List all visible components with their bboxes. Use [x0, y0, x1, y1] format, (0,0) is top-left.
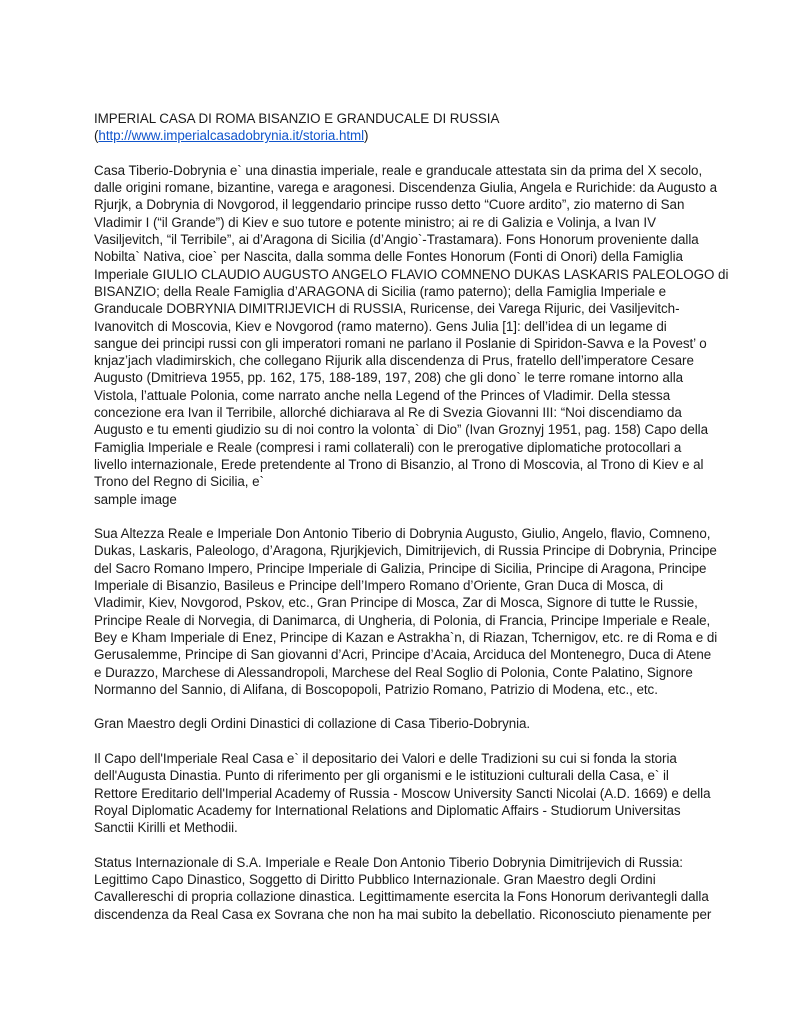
text-line: Sua Altezza Reale e Imperiale Don Antonio Tiberio di Dobrynia Augusto, Giulio, Angelo, flavio, Comneno, [94, 526, 711, 542]
text-line: dell'Augusta Dinastia. Punto di riferimento per gli organismi e le istituzioni culturali della Casa, e` il [94, 768, 669, 784]
text-line: sample image [94, 491, 177, 507]
text-line: discendenza da Real Casa ex Sovrana che non ha mai subito la debellatio. Riconosciuto pienamente per [94, 906, 712, 922]
text-line: sangue dei principi russi con gli imperatori romani ne parlano il Poslanie di Spiridon-Savva e la Povest’ o [94, 335, 707, 351]
text-line: Imperiale GIULIO CLAUDIO AUGUSTO ANGELO FLAVIO COMNENO DUKAS LASKARIS PALEOLOGO di [94, 266, 729, 282]
text-line: Trono del Regno di Sicilia, e` [94, 474, 264, 490]
text-line: Augusto (Dmitrieva 1955, pp. 162, 175, 188-189, 197, 208) che gli dono` le terre romane intorno alla [94, 370, 684, 386]
text-line: Imperiale di Bisanzio, Basileus e Principe dell’Impero Romano d’Oriente, Gran Duca di Mosca, di [94, 578, 664, 594]
text-line: concezione era Ivan il Terribile, allorché dichiarava al Re di Svezia Giovanni III: “Noi discendiamo da [94, 405, 682, 421]
text-line: Vladimir I (“il Grande”) di Kiev e suo tutore e potente ministro; ai re di Galizia e Volinja, a Ivan IV [94, 214, 656, 230]
source-link-line [94, 127, 706, 144]
text-line: e Durazzo, Marchese di Alessandropoli, Marchese del Real Soglio di Polonia, Conte Palatino, Signore [94, 664, 693, 680]
text-line: Status Internazionale di S.A. Imperiale e Reale Don Antonio Tiberio Dobrynia Dimitrijevich di Russia: [94, 854, 683, 870]
paragraph-gap [94, 145, 706, 162]
text-line: del Sacro Romano Impero, Principe Imperiale di Galizia, Principe di Sicilia, Principe di Aragona, Principe [94, 560, 707, 576]
text-line: Vasiljevitch, “il Terribile”, ai d’Aragona di Sicilia (d’Angio`-Trastamara). Fons Honorum proveniente dalla [94, 232, 699, 248]
paragraph [94, 715, 706, 732]
paragraphs-container [94, 162, 729, 923]
text-line: Legittimo Capo Dinastico, Soggetto di Diritto Pubblico Internazionale. Gran Maestro degli Ordini [94, 872, 656, 888]
paragraph-gap [94, 733, 706, 750]
paragraph-gap [94, 836, 706, 853]
text-line: Nobilta` Nativa, cioe` per Nascita, dalla somma delle Fontes Honorum (Fonti di Onori) della Famiglia [94, 249, 683, 265]
paragraph [94, 854, 712, 923]
text-line: Cavallereschi di propria collazione dinastica. Legittimamente esercita la Fons Honorum derivantegli dalla [94, 889, 709, 905]
text-line: Il Capo dell'Imperiale Real Casa e` il depositario dei Valori e delle Tradizioni su cui si fonda la storia [94, 750, 677, 766]
text-line: Casa Tiberio-Dobrynia e` una dinastia imperiale, reale e granducale attestata sin da prima del X secolo, [94, 162, 703, 178]
paragraph [94, 162, 729, 508]
text-line: Normanno del Sannio, di Alifana, di Boscopopoli, Patrizio Romano, Patrizio di Modena, etc., etc. [94, 681, 658, 697]
paragraph-gap [94, 698, 706, 715]
paren-close: ) [364, 128, 369, 144]
source-url-link[interactable]: http://www.imperialcasadobrynia.it/storia.html [98, 128, 365, 144]
text-line: Vistola, l’attuale Polonia, come narrato anche nella Legend of the Princes of Vladimir. Della stessa [94, 387, 671, 403]
paragraph-gap [94, 508, 706, 525]
text-line: Principe Reale di Norvegia, di Danimarca, di Ungheria, di Polonia, di Francia, Principe Imperiale e Reale, [94, 612, 711, 628]
text-line: Gerusalemme, Principe di San giovanni d’Acri, Principe d’Acaia, Arciduca del Montenegro, Duca di Atene [94, 647, 712, 663]
paragraph [94, 525, 718, 698]
text-line: Rettore Ereditario dell'Imperial Academy of Russia - Moscow University Sancti Nicolai (A.D. 1669) e della [94, 785, 711, 801]
text-line: Royal Diplomatic Academy for International Relations and Diplomatic Affairs - Studiorum Universitas [94, 802, 681, 818]
text-line: Dukas, Laskaris, Paleologo, d’Aragona, Rjurjkjevich, Dimitrijevich, di Russia Principe di Dobrynia, Principe [94, 543, 717, 559]
text-line: Sanctii Kirilli et Methodii. [94, 820, 238, 836]
paren-open: ( [94, 128, 99, 144]
text-line: Gran Maestro degli Ordini Dinastici di collazione di Casa Tiberio-Dobrynia. [94, 716, 531, 732]
text-line: Vladimir, Kiev, Novgorod, Pskov, etc., Gran Principe di Mosca, Zar di Mosca, Signore di tutte le Russie, [94, 595, 698, 611]
text-line: BISANZIO; della Reale Famiglia d’ARAGONA di Sicilia (ramo paterno); della Famiglia Imperiale e [94, 283, 667, 299]
document-title: IMPERIAL CASA DI ROMA BISANZIO E GRANDUCALE DI RUSSIA [94, 111, 500, 126]
text-line: Granducale DOBRYNIA DIMITRIJEVICH di RUSSIA, Ruricense, dei Varega Rijuric, dei Vasiljevitch- [94, 301, 680, 317]
text-line: Rjurjk, a Dobrynia di Novgorod, il leggendario principe russo detto “Cuore ardito”, zio materno di San [94, 197, 685, 213]
text-line: Augusto e tu ementi giudizio su di noi contro la volonta` di Dio” (Ivan Groznyj 1951, pag. 158) Capo della [94, 422, 709, 438]
text-line: Bey e Kham Imperiale di Enez, Principe di Kazan e Astrakha`n, di Riazan, Tchernigov, etc. re di Roma e di [94, 629, 718, 645]
text-line: Ivanovitch di Moscovia, Kiev e Novgorod (ramo materno). Gens Julia [1]: dell’idea di un legame di [94, 318, 667, 334]
document-page [94, 110, 729, 923]
paragraph [94, 750, 711, 836]
text-line: livello internazionale, Erede pretendente al Trono di Bisanzio, al Trono di Moscovia, al Trono di Kiev e al [94, 456, 704, 472]
text-line: knjaz’jach vladimirskich, che collegano Rijurik alla discendenza di Prus, fratello dell’imperatore Cesare [94, 353, 694, 369]
text-line: Famiglia Imperiale e Reale (compresi i rami collaterali) con le prerogative diplomatiche protocollari a [94, 439, 682, 455]
text-line: dalle origini romane, bizantine, varega e aragonesi. Discendenza Giulia, Angela e Rurichide: da Augusto a [94, 180, 718, 196]
